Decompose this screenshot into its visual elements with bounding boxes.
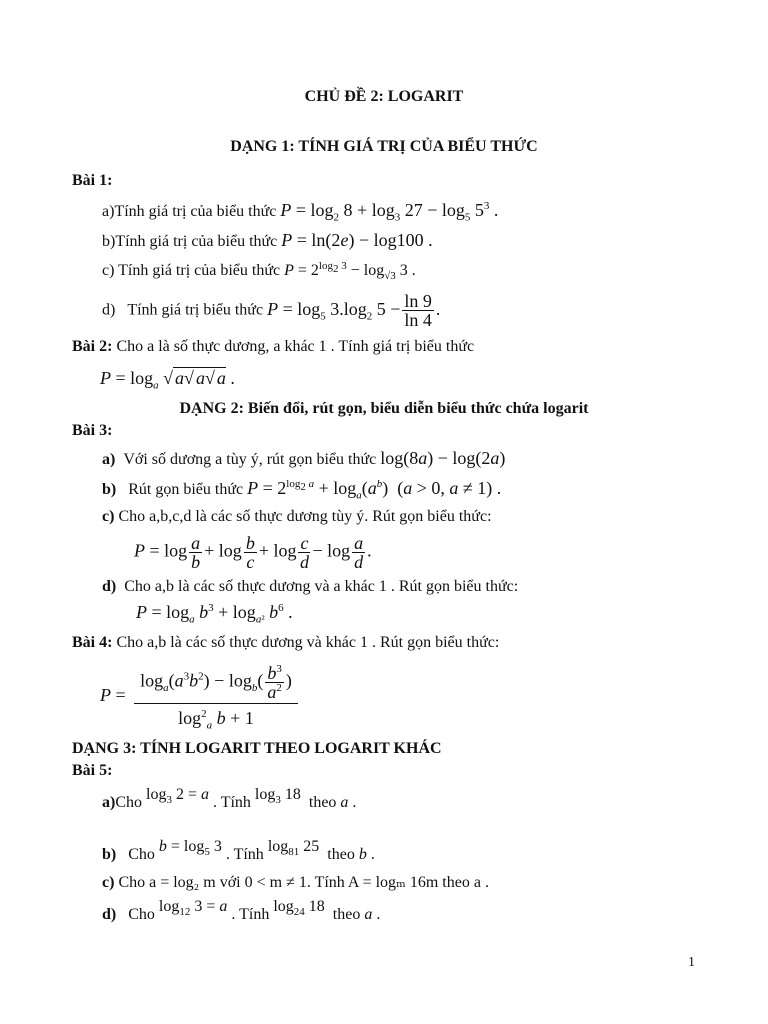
item-text: theo [308,794,337,811]
section-heading-dang2: DẠNG 2: Biến đổi, rút gọn, biểu diễn biểu thức chứa logarit [179,400,589,417]
exercise-label-bai4: Bài 4: [72,634,113,651]
item-label: a) [102,203,115,220]
exercise-1b [102,230,433,251]
exercise-3a [102,448,505,469]
item-text: Rút gọn biểu thức [128,481,244,498]
section-heading-dang3: DẠNG 3: TÍNH LOGARIT THEO LOGARIT KHÁC [72,740,442,757]
item-text: Tính giá trị biểu thức [127,301,264,319]
exercise-5c [102,872,489,892]
item-label: a) [102,794,116,811]
item-label: a) [102,451,116,468]
formula-3a: log(8a) − log(2a) [380,448,506,468]
item-text: Cho [115,794,142,811]
item-text: Cho a,b là các số thực dương và khác 1 . Rút gọn biểu thức: [116,634,500,651]
formula-5a-given: $\log_3 2 = a$ [146,786,209,807]
formula-3b: $P = 2^{log_2 a} + \log_a(a^b) (a > 0$, a ≠ 1) . [247,478,502,502]
item-text: . Tính [225,846,264,863]
item-label: b) [102,846,117,863]
formula-5a-target: $\log_3 18$ [254,786,301,807]
formula-5d-given: $\log_{12} 3 = a$ [158,898,228,919]
exercise-label-bai1: Bài 1: [72,172,113,189]
item-text: Cho a,b,c,d là các số thực dương tùy ý. Rút gọn biểu thức: [118,508,492,525]
item-label: d) [102,578,117,595]
item-text: Tính giá trị của biểu thức [118,262,281,279]
item-text: Tính giá trị của biểu thức [114,203,277,220]
formula-1a: $P = \log_2 8 + \log_3 27 - \log_5 5^3$ . [280,200,499,224]
exercise-1a [102,200,499,224]
exercise-4 [72,634,499,652]
exercise-label-bai3: Bài 3: [72,422,113,439]
exercise-label-bai2: Bài 2: [72,338,113,355]
item-label: c) [102,874,115,891]
item-text: Với số dương a tùy ý, rút gọn biểu thức [123,451,377,468]
formula-1c: $P = 2^{log_2 3} - \log_{√3} 3$ . [284,259,416,283]
formula-4: P = $\log_a(a^3b^2) - \log_b$( $\frac{b^3}{a^2}$ ) $\log^2_a b + 1$ [100,662,300,732]
exercise-5a: a)Cho $\log_3 2 = a$ . Tính $\log_3 18$ theo a . [102,786,357,811]
formula-5d-target: $\log_{24} 18$ [273,898,325,919]
formula-5b-target: $\log_{81} 25$ [267,838,320,859]
item-label: b) [102,481,117,498]
item-text: Tính giá trị của biểu thức [115,233,278,250]
formula-1d: $P = \log_5 3.\log_2$ 5 − $\frac{\ln 9}{\ln 4}$ . [267,291,441,330]
exercise-2 [72,338,474,356]
item-label: c) [102,508,115,525]
item-text: . Tính [212,794,251,811]
page-title: CHỦ ĐỀ 2: LOGARIT [304,88,464,105]
item-text: Cho a là số thực dương, a khác 1 . Tính giá trị biểu thức [116,338,475,355]
item-text: Cho [128,906,155,923]
item-label: b) [102,233,116,250]
item-text: Cho a,b là các số thực dương và a khác 1 . Rút gọn biểu thức: [124,578,519,595]
exercise-3c [102,508,492,526]
item-text: Cho a = log₂ m với 0 < m ≠ 1. Tính A = logₘ 16m theo a . [118,874,489,891]
exercise-label-bai5: Bài 5: [72,762,113,779]
exercise-5d: d) Cho $\log_{12} 3 = a$ . Tính $\log_{24} 18$ theo a . [102,898,381,923]
exercise-3d [102,578,518,596]
item-text: theo [327,846,355,863]
item-text: . Tính [231,906,270,923]
exercise-1c [102,259,416,283]
item-label: d) [102,906,117,923]
exercise-3b [102,478,502,502]
item-label: d) [102,301,116,319]
formula-2: $P = \log_a$ √ a√ a√ a . [100,368,235,392]
formula-5b-given: $b = \log_5 3$ [158,838,222,859]
formula-3c: P = log $\frac{a}{b}$ + log $\frac{b}{c}$ + log $\frac{c}{d}$ − log $\frac{a}{d}$ . [134,533,372,572]
formula-1b: P = ln(2e) − log100 . [281,230,433,250]
formula-3d: $P = \log_a b^3 + \log_{a^2} b^6$ . [136,602,293,626]
item-text: theo [332,906,361,923]
item-label: c) [102,262,115,279]
item-text: Cho [128,846,155,863]
section-heading-dang1: DẠNG 1: TÍNH GIÁ TRỊ CỦA BIỂU THỨC [230,138,538,155]
page-number: 1 [688,955,695,970]
exercise-1d [102,292,440,329]
exercise-5b: b) Cho $b = \log_5 3$ . Tính $\log_{81} 25$ theo b . [102,838,375,863]
